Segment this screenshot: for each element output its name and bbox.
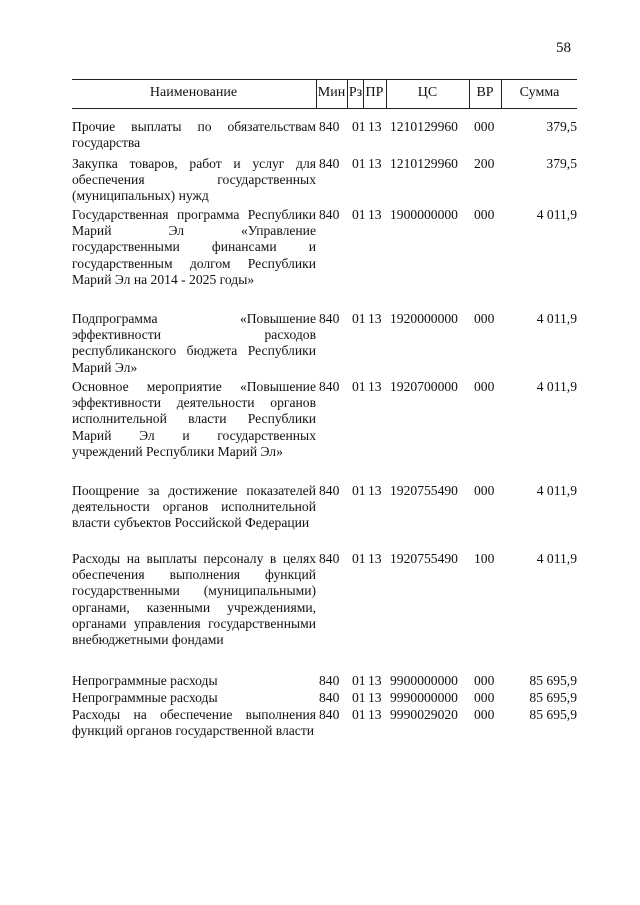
cell-name: Прочие выплаты по обязательствам государства (72, 119, 316, 151)
header-sum: Сумма (519, 85, 560, 100)
cell-rz: 01 (352, 207, 366, 222)
cell-cs: 1920700000 (390, 379, 458, 394)
cell-pr: 13 (368, 690, 382, 705)
cell-rz: 01 (352, 483, 366, 498)
cell-rz: 01 (352, 311, 366, 326)
cell-vr: 000 (474, 483, 495, 498)
header-min: Мин (317, 85, 346, 100)
cell-rz: 01 (352, 707, 366, 722)
cell-name: Расходы на выплаты персоналу в целях обеспечения выполнения функций государственными (муниципальными) органами, казенными учреждениями, органами управления государственными внебюджетными фондами (72, 551, 316, 648)
cell-cs: 9900000000 (390, 673, 458, 688)
cell-min: 840 (319, 551, 340, 566)
cell-rz: 01 (352, 156, 366, 171)
cell-name: Непрограммные расходы (72, 673, 218, 688)
cell-min: 840 (319, 483, 340, 498)
cell-vr: 000 (474, 119, 495, 134)
cell-pr: 13 (368, 207, 382, 222)
cell-sum: 4 011,9 (536, 551, 577, 566)
cell-min: 840 (319, 673, 340, 688)
cell-pr: 13 (368, 483, 382, 498)
cell-pr: 13 (368, 551, 382, 566)
cell-name: Непрограммные расходы (72, 690, 218, 705)
cell-vr: 000 (474, 690, 495, 705)
cell-vr: 000 (474, 311, 495, 326)
cell-vr: 200 (474, 156, 495, 171)
cell-rz: 01 (352, 673, 366, 688)
cell-rz: 01 (352, 551, 366, 566)
cell-min: 840 (319, 690, 340, 705)
cell-sum: 85 695,9 (529, 690, 577, 705)
cell-sum: 379,5 (546, 119, 577, 134)
cell-cs: 1920755490 (390, 551, 458, 566)
cell-sum: 85 695,9 (529, 707, 577, 722)
cell-sum: 4 011,9 (536, 379, 577, 394)
page-number: 58 (556, 40, 571, 56)
cell-pr: 13 (368, 156, 382, 171)
cell-sum: 379,5 (546, 156, 577, 171)
header-name: Наименование (149, 85, 238, 100)
cell-sum: 4 011,9 (536, 483, 577, 498)
cell-name: Поощрение за достижение показателей деятельности органов исполнительной власти субъектов Российской Федерации (72, 483, 316, 531)
cell-cs: 1210129960 (390, 119, 458, 134)
header-pr: ПР (365, 85, 384, 100)
cell-vr: 000 (474, 707, 495, 722)
cell-min: 840 (319, 311, 340, 326)
header-vr: ВР (476, 85, 494, 100)
cell-sum: 4 011,9 (536, 311, 577, 326)
cell-rz: 01 (352, 690, 366, 705)
cell-rz: 01 (352, 379, 366, 394)
cell-pr: 13 (368, 673, 382, 688)
cell-min: 840 (319, 379, 340, 394)
cell-min: 840 (319, 156, 340, 171)
header-rz: Рз (348, 85, 363, 100)
cell-pr: 13 (368, 311, 382, 326)
cell-min: 840 (319, 207, 340, 222)
cell-name: Государственная программа Республики Марий Эл «Управление государственными финансами и государственным долгом Республики Марий Эл на 2014 - 2025 годы» (72, 207, 316, 287)
cell-cs: 9990029020 (390, 707, 458, 722)
cell-sum: 4 011,9 (536, 207, 577, 222)
cell-vr: 100 (474, 551, 495, 566)
cell-vr: 000 (474, 207, 495, 222)
cell-name: Расходы на обеспечение выполнения функций органов государственной власти (72, 707, 316, 739)
header-cs: ЦС (417, 85, 438, 100)
cell-cs: 1900000000 (390, 207, 458, 222)
cell-name: Подпрограмма «Повышение эффективности расходов республиканского бюджета Республики Марий Эл» (72, 311, 316, 375)
cell-min: 840 (319, 119, 340, 134)
cell-min: 840 (319, 707, 340, 722)
cell-cs: 1210129960 (390, 156, 458, 171)
cell-name: Закупка товаров, работ и услуг для обеспечения государственных (муниципальных) нужд (72, 156, 316, 204)
cell-pr: 13 (368, 707, 382, 722)
cell-vr: 000 (474, 673, 495, 688)
cell-pr: 13 (368, 379, 382, 394)
cell-sum: 85 695,9 (529, 673, 577, 688)
cell-name: Основное мероприятие «Повышение эффективности деятельности органов исполнительной власти Республики Марий Эл и государственных учреждений Республики Марий Эл» (72, 379, 316, 459)
cell-vr: 000 (474, 379, 495, 394)
cell-pr: 13 (368, 119, 382, 134)
cell-cs: 9990000000 (390, 690, 458, 705)
table-header (72, 79, 577, 109)
cell-cs: 1920000000 (390, 311, 458, 326)
cell-cs: 1920755490 (390, 483, 458, 498)
cell-rz: 01 (352, 119, 366, 134)
